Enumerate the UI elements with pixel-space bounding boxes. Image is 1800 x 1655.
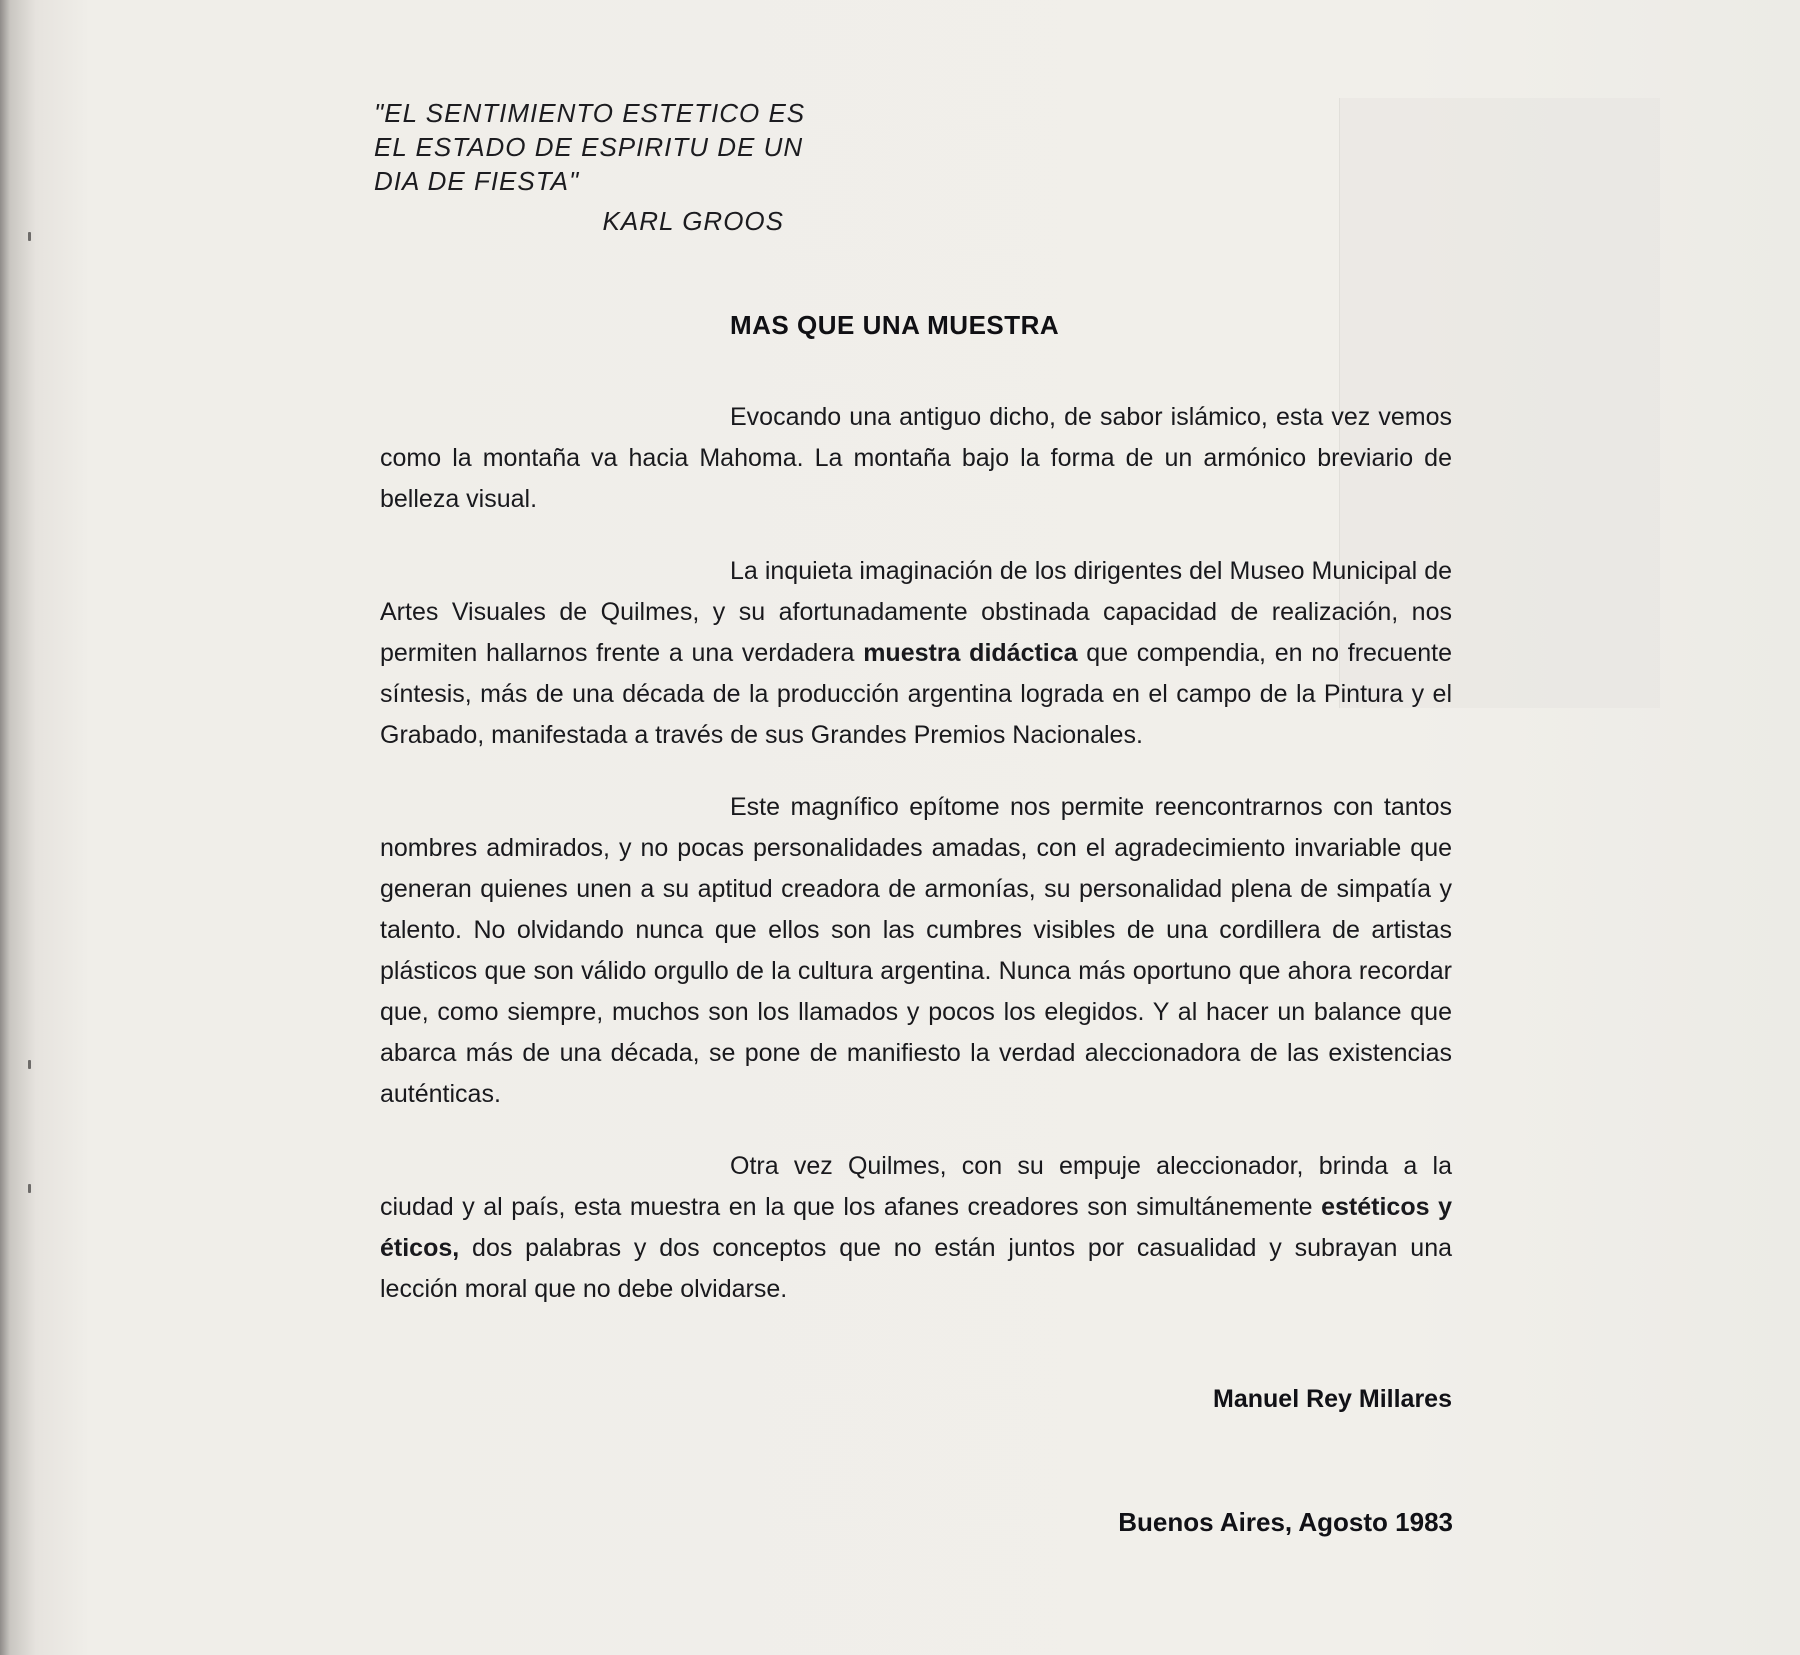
page-title: MAS QUE UNA MUESTRA [730,310,1060,340]
epigraph-author: KARL GROOS [602,206,784,236]
body-text [380,397,1452,1341]
paragraph-text: Este magnífico epítome nos permite reencontrarnos con tantos nombres admirados, y no pocas personalidades amadas, con el agradecimiento invariable que generan quienes unen a su aptitud creadora de armonías, su personalidad plena de simpatía y talento. No olvidando nunca que ellos son las cumbres visibles de una cordillera de artistas plásticos que son válido orgullo de la cultura argentina. Nunca más oportuno que ahora recordar que, como siempre, muchos son los llamados y pocos los elegidos. Y al hacer un balance que abarca más de una década, se pone de manifiesto la verdad aleccionadora de las existencias auténticas. [380,793,1452,1108]
binding-mark [28,1184,31,1193]
paragraph-text: que compendia, en no frecuente síntesis, más de una década de la producción argentina lograda en el campo de la Pintura y el Grabado, manifestada a través de sus Grandes Premios Nacionales. [380,639,1452,749]
signature: Manuel Rey Millares [1213,1385,1452,1413]
paragraph-text: Otra vez Quilmes, con su empuje aleccionador, brinda a la ciudad y al país, esta muestra en la que los afanes creadores son simultánemente [380,1152,1452,1221]
emphasis-text: muestra didáctica [863,639,1078,667]
binding-mark [28,1060,31,1069]
binding-mark [28,232,31,241]
paragraph-text: Evocando una antiguo dicho, de sabor islámico, esta vez vemos como la montaña va hacia Mahoma. La montaña bajo la forma de un armónico breviario de belleza visual. [380,403,1452,513]
emphasis-text: estéticos y éticos, [380,1193,1452,1262]
epigraph-line: "EL SENTIMIENTO ESTETICO ES [374,98,806,128]
epigraph [374,96,806,238]
paragraph-text: La inquieta imaginación de los dirigentes del Museo Municipal de Artes Visuales de Quilmes, y su afortunadamente obstinada capacidad de realización, nos permiten hallarnos frente a una verdadera [380,557,1452,667]
paragraph-text: dos palabras y dos conceptos que no están juntos por casualidad y subrayan una lección moral que no debe olvidarse. [380,1234,1452,1303]
body-paragraph [380,551,1452,756]
body-paragraph [380,397,1452,520]
body-paragraph [380,1146,1452,1310]
body-paragraph [380,787,1452,1115]
binding-marks [20,0,26,1655]
place-date: Buenos Aires, Agosto 1983 [1118,1507,1453,1537]
epigraph-line: DIA DE FIESTA" [374,166,580,196]
epigraph-line: EL ESTADO DE ESPIRITU DE UN [374,132,804,162]
